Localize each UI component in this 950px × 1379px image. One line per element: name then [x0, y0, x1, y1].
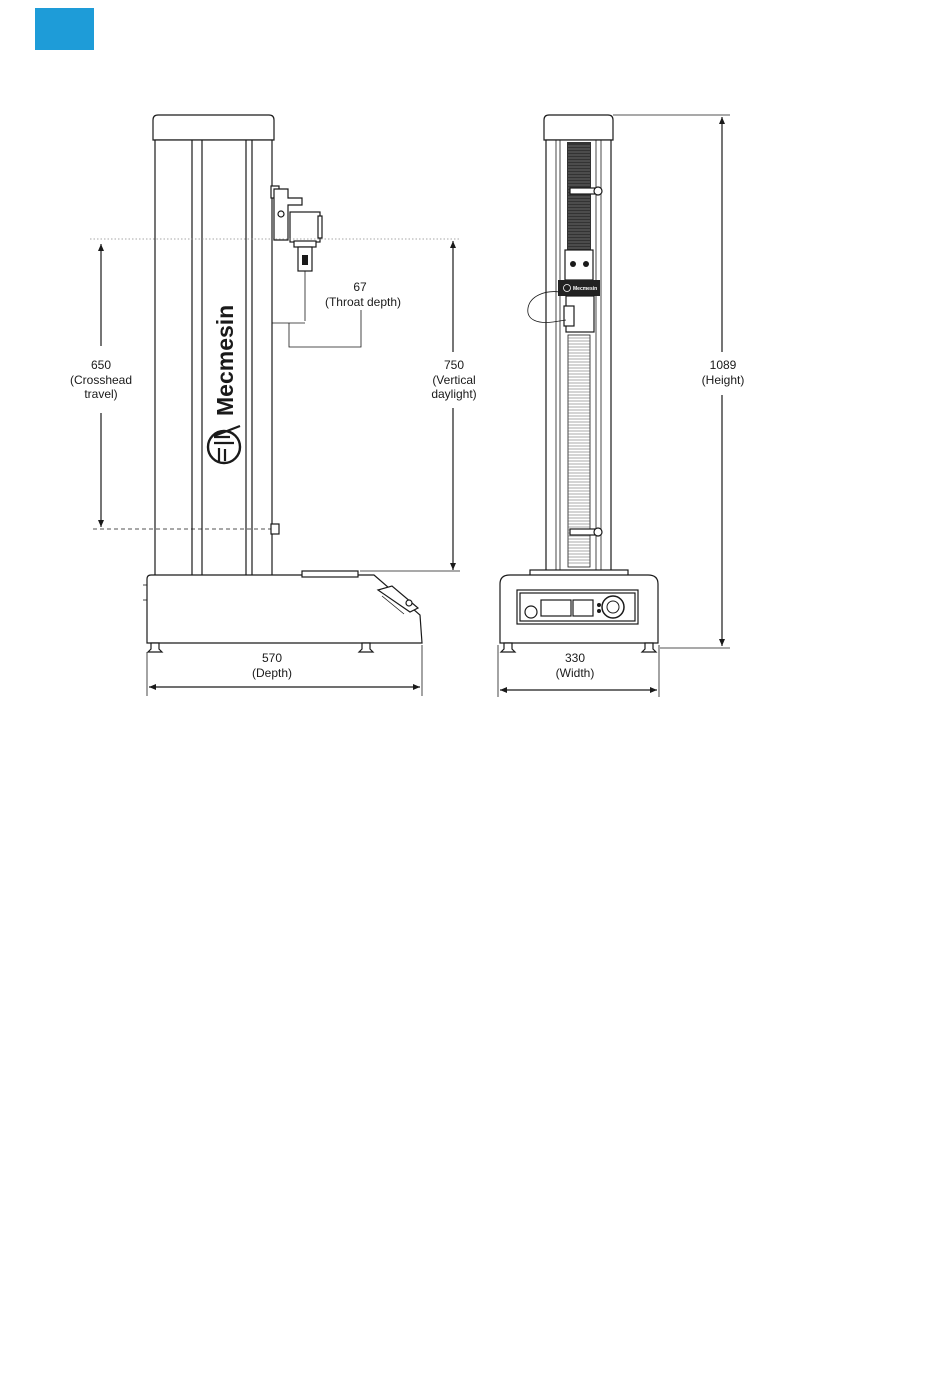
crosshead-travel-label-2: travel) [84, 387, 118, 401]
crosshead-travel-label-1: (Crosshead [69, 373, 133, 387]
side-top-cap [153, 115, 274, 140]
vertical-daylight-value: 750 [443, 358, 465, 372]
front-top-cap [544, 115, 613, 140]
side-foot [148, 643, 162, 652]
side-base [147, 575, 422, 643]
front-brand-label: Mecmesin [573, 286, 598, 292]
front-view [498, 115, 730, 697]
brand-wordmark: Mecmesin [212, 304, 238, 416]
side-view [90, 115, 460, 696]
lower-limit-stop [271, 524, 279, 534]
height-value: 1089 [709, 358, 737, 372]
load-cell [290, 212, 320, 242]
depth-value: 570 [261, 651, 283, 665]
throat-depth-label: (Throat depth) [324, 295, 402, 309]
width-label: (Width) [555, 666, 595, 680]
throat-depth-value: 67 [353, 280, 367, 294]
vertical-daylight-label-2: daylight) [431, 387, 477, 401]
vertical-daylight-label-1: (Vertical [432, 373, 476, 387]
height-label: (Height) [701, 373, 745, 387]
depth-label: (Depth) [251, 666, 293, 680]
width-value: 330 [564, 651, 586, 665]
crosshead-travel-value: 650 [90, 358, 112, 372]
